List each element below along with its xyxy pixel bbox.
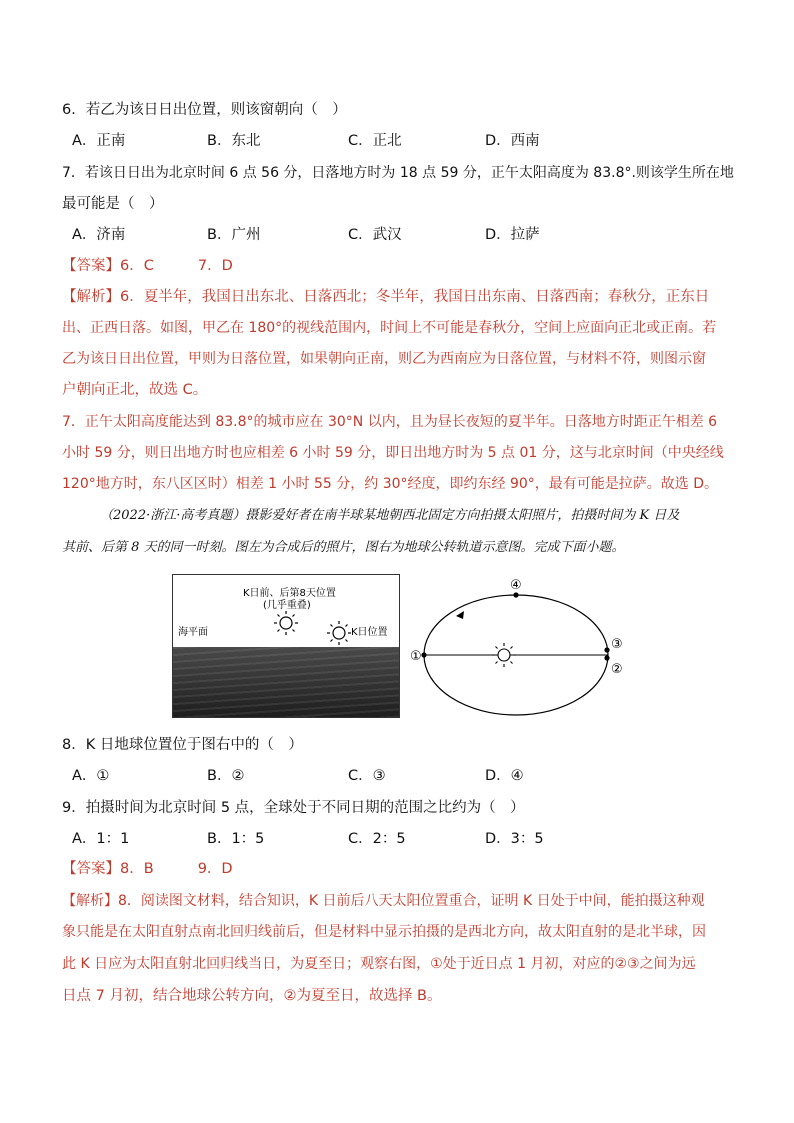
answer-6: 6．C xyxy=(120,258,154,274)
analysis-2-line-3 xyxy=(62,954,696,974)
answer-7: 7．D xyxy=(197,258,233,274)
circled-2: ② xyxy=(283,988,297,1004)
analysis-1-line-7: 120°地方时，东八区区时）相差 1 小时 55 分，约 30°经度，即约东经 90°，最有可能是拉萨。故选 D。 xyxy=(62,476,719,492)
analysis-1-line-5: 7．正午太阳高度能达到 83.8°的城市应在 30°N 以内，且为昼长夜短的夏半年。日落地方时距正午相差 6 xyxy=(62,414,718,430)
sun-icons-layer xyxy=(173,575,399,717)
analysis-text: 日点 7 月初，结合地球公转方向， xyxy=(62,988,284,1004)
material-line-2: 其前、后第 8 天的同一时刻。图左为合成后的照片，图右为地球公转轨道示意图。完成下面小题。 xyxy=(62,540,625,555)
sun-icon-overlap xyxy=(274,611,298,635)
analysis-1-line-4: 户朝向正北，故选 C。 xyxy=(62,382,208,398)
answer-8: 8．B xyxy=(120,861,154,877)
circled-2: ② xyxy=(614,956,628,972)
q9-option-d: D．3：5 xyxy=(485,831,544,847)
analysis-1-line-3: 乙为该日日出位置，甲则为日落位置，如果朝向正南，则乙为西南应为日落位置，与材料不符，则图示窗 xyxy=(62,351,706,367)
sun-icon-k-day xyxy=(327,621,351,645)
answer-label: 【答案】 xyxy=(62,258,120,274)
q7-option-c: C．武汉 xyxy=(348,227,402,243)
orbit-label-4: ④ xyxy=(510,578,522,593)
q9-option-c: C．2：5 xyxy=(348,831,406,847)
circled-3: ③ xyxy=(627,956,640,972)
sun-photo-figure xyxy=(172,574,400,718)
analysis-2-line-1 xyxy=(62,891,705,911)
q8-option-d: D．④ xyxy=(485,768,524,784)
q6-stem: 6．若乙为该日日出位置，则该窗朝向（ ） xyxy=(62,102,347,118)
q9-option-b: B．1：5 xyxy=(207,831,265,847)
q8-stem: 8．K 日地球位置位于图右中的（ ） xyxy=(62,737,303,753)
analysis-text: 8．阅读图文材料，结合知识，K 日前后八天太阳位置重合，证明 K 日处于中间，能拍摄这种观 xyxy=(118,893,705,909)
q6-option-c: C．正北 xyxy=(348,133,402,149)
q9-stem: 9．拍摄时间为北京时间 5 点，全球处于不同日期的范围之比约为（ ） xyxy=(62,800,525,816)
orbit-point-2 xyxy=(604,655,609,660)
answer-label: 【答案】 xyxy=(62,861,120,877)
label-k-before-after: K日前、后第8天位置 xyxy=(243,588,336,599)
analysis-text: 之间为远 xyxy=(639,956,696,972)
orbit-point-3 xyxy=(604,647,609,652)
orbit-label-3: ③ xyxy=(611,637,623,652)
orbit-direction-arrow-icon xyxy=(456,611,464,619)
material-line-1: （2022·浙江·高考真题）摄影爱好者在南半球某地朝西北固定方向拍摄太阳照片，拍摄时间为 K 日及 xyxy=(100,508,680,523)
q8-option-a: A．① xyxy=(72,768,110,784)
q7-stem-line2: 最可能是（ ） xyxy=(62,196,164,212)
orbit-point-1 xyxy=(421,652,426,657)
analysis-2-line-2: 象只能是在太阳直射点南北回归线前后，但是材料中显示拍摄的是西北方向，故太阳直射的是北半球，因 xyxy=(62,924,706,940)
label-k-day: K日位置 xyxy=(351,627,388,638)
q6-option-d: D．西南 xyxy=(485,133,540,149)
orbit-label-1: ① xyxy=(410,649,422,664)
earth-orbit-diagram xyxy=(400,572,640,722)
analysis-label: 【解析】 xyxy=(62,893,118,909)
q7-option-a: A．济南 xyxy=(72,227,126,243)
label-sea-level: 海平面 xyxy=(178,627,208,638)
q6-option-a: A．正南 xyxy=(72,133,126,149)
answer-block-2 xyxy=(62,859,233,879)
analysis-text: 此 K 日应为太阳直射北回归线当日，为夏至日；观察右图， xyxy=(62,956,431,972)
q9-option-a: A．1：1 xyxy=(72,831,130,847)
analysis-2-line-4 xyxy=(62,986,442,1006)
q8-option-b: B．② xyxy=(207,768,245,784)
label-overlap: (几乎重叠) xyxy=(263,600,311,611)
orbit-label-2: ② xyxy=(611,662,623,677)
q6-option-b: B．东北 xyxy=(207,133,261,149)
q7-option-d: D．拉萨 xyxy=(485,227,540,243)
analysis-text: 处于近日点 1 月初，对应的 xyxy=(442,956,615,972)
q8-option-c: C．③ xyxy=(348,768,386,784)
answer-block-1 xyxy=(62,256,233,276)
q7-stem-line1: 7．若该日日出为北京时间 6 点 56 分，日落地方时为 18 点 59 分，正午太阳高度为 83.8°.则该学生所在地 xyxy=(62,165,734,181)
analysis-1-line-1 xyxy=(62,287,709,307)
analysis-label: 【解析】 xyxy=(62,289,120,305)
q7-option-b: B．广州 xyxy=(207,227,261,243)
analysis-1-line-6: 小时 59 分，则日出地方时也应相差 6 小时 59 分，即日出地方时为 5 点 01 分，这与北京时间（中央经线 xyxy=(62,445,724,461)
circled-1: ① xyxy=(430,956,443,972)
analysis-text: 为夏至日，故选择 B。 xyxy=(296,988,442,1004)
answer-9: 9．D xyxy=(197,861,233,877)
analysis-text: 6．夏半年，我国日出东北、日落西北；冬半年，我国日出东南、日落西南；春秋分，正东日 xyxy=(120,289,710,305)
orbit-point-4 xyxy=(513,592,518,597)
analysis-1-line-2: 出、正西日落。如图，甲乙在 180°的视线范围内，时间上不可能是春秋分，空间上应面向正北或正南。若 xyxy=(62,320,717,336)
